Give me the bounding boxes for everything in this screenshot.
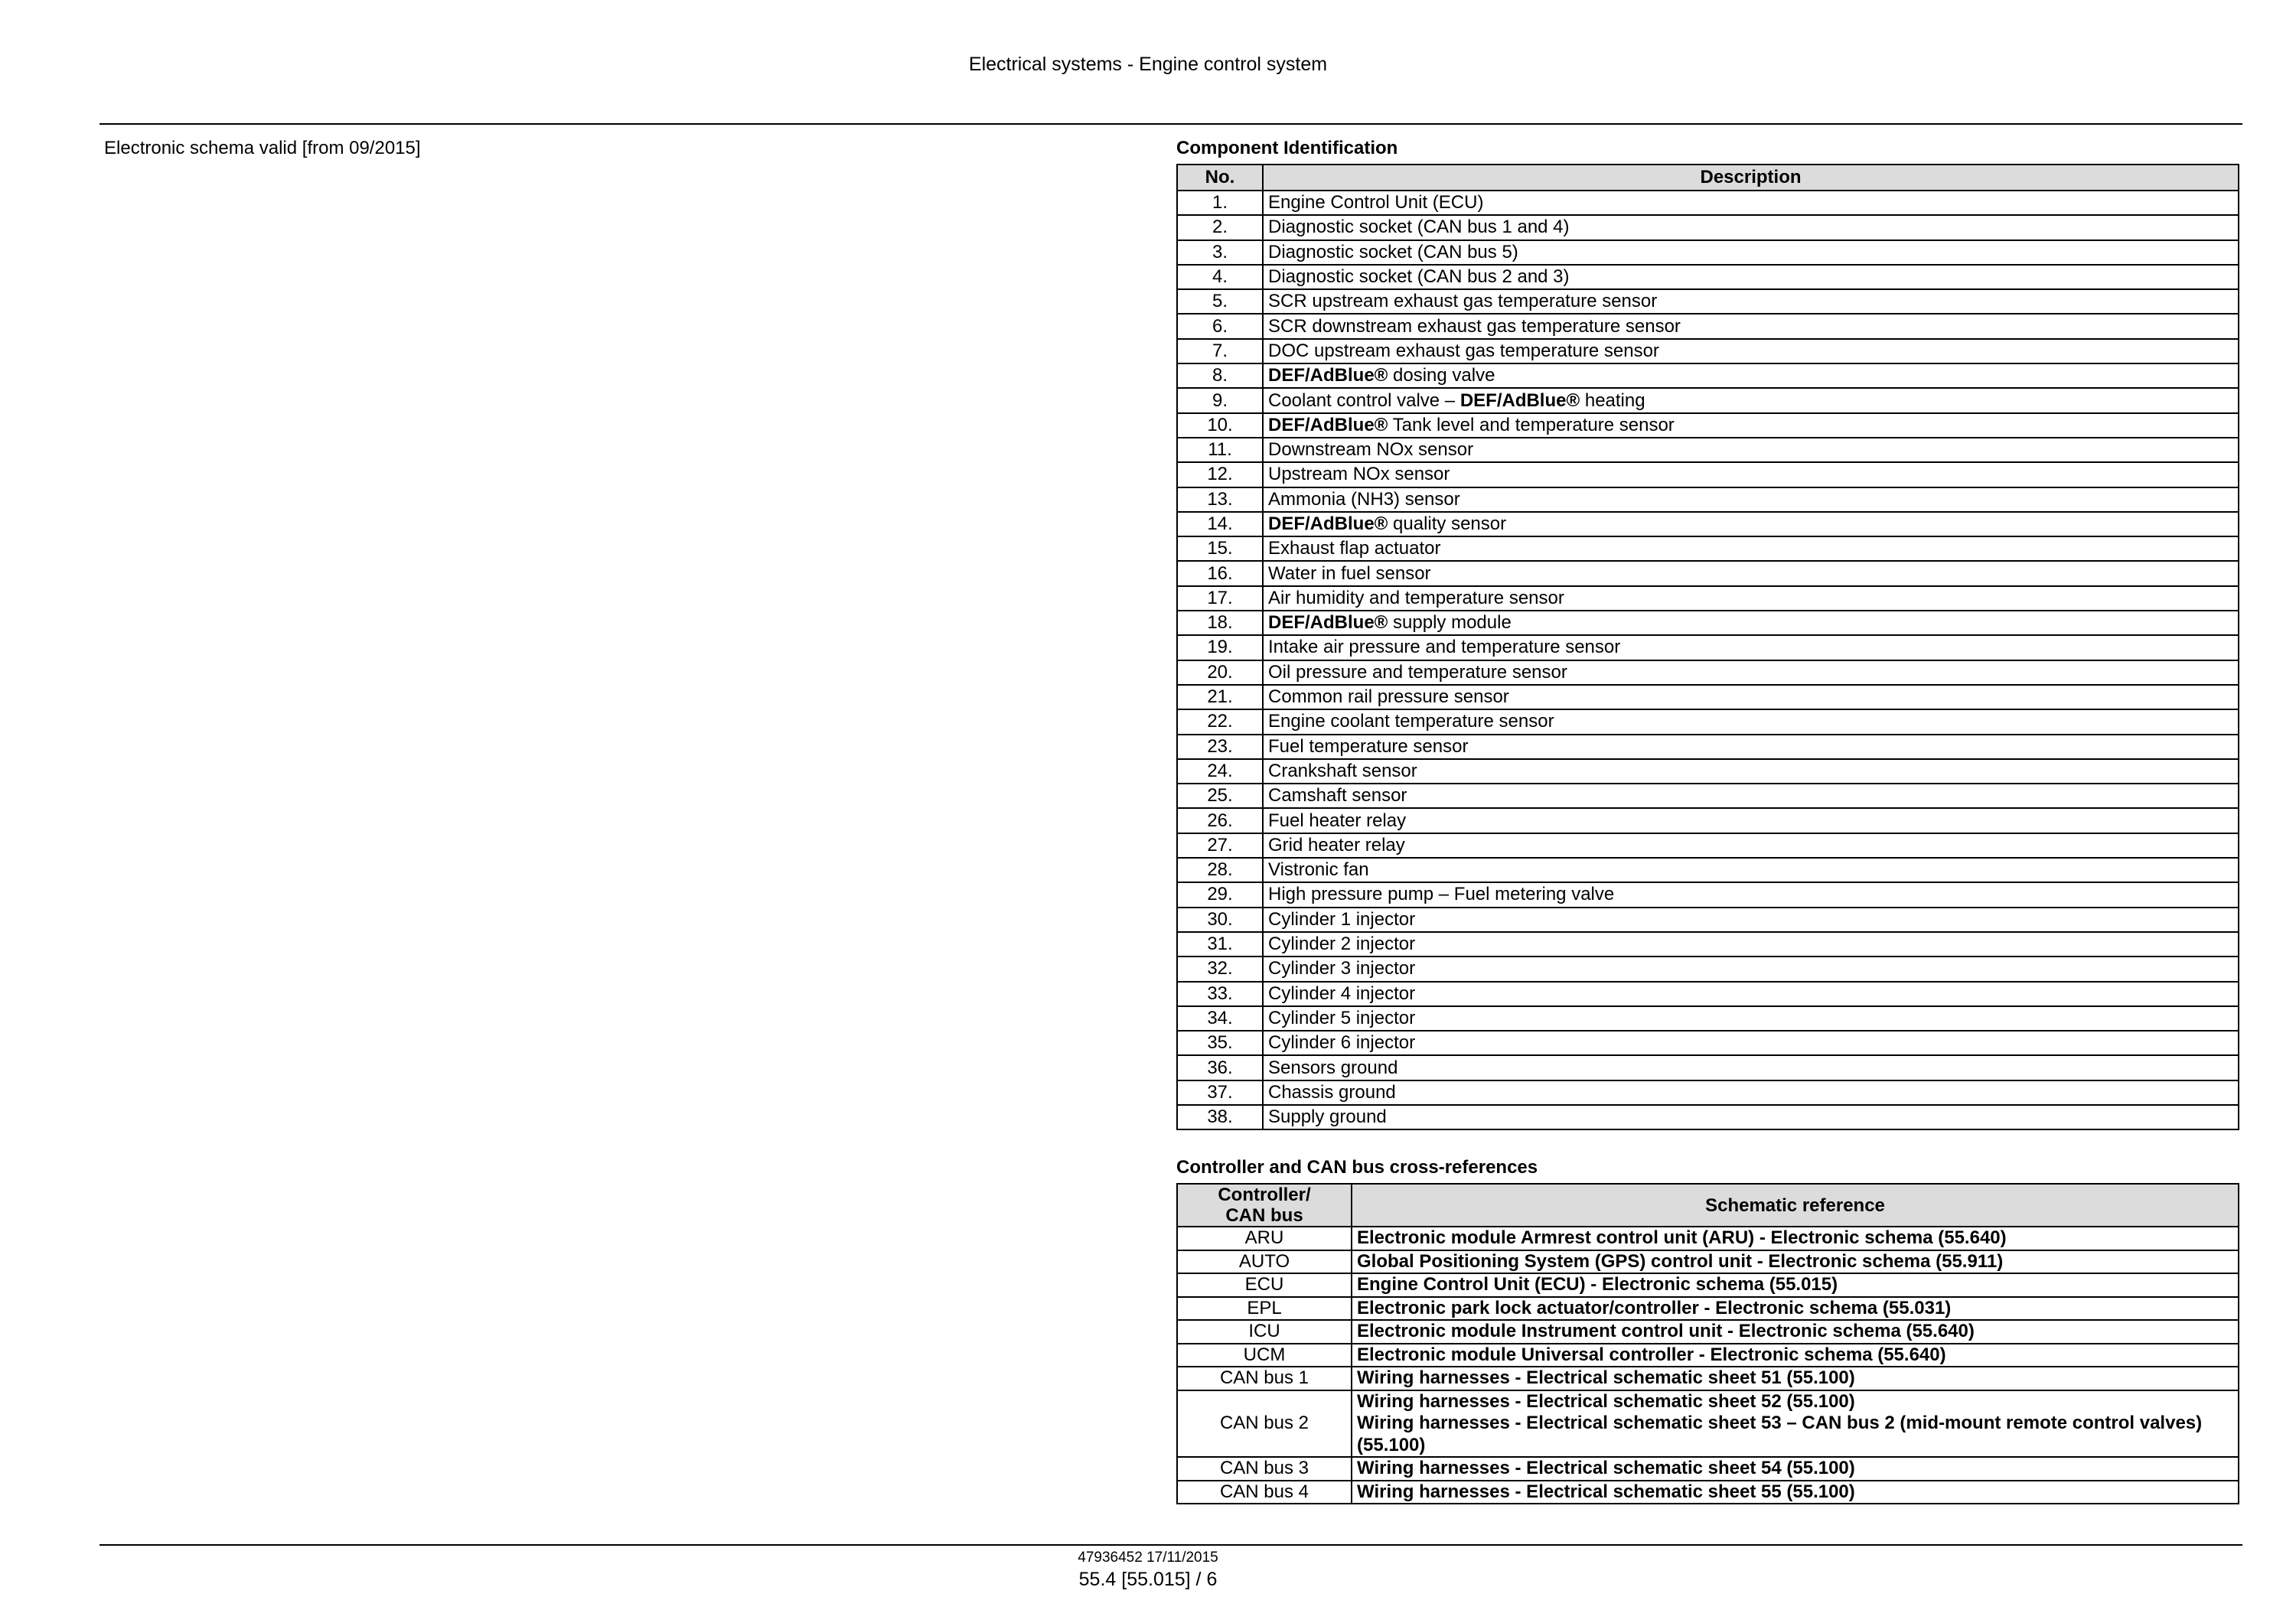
table-row	[1177, 265, 2239, 289]
table-row	[1177, 536, 2239, 561]
component-number: 28.	[1177, 858, 1263, 882]
column-header-description: Description	[1263, 165, 2239, 191]
table-row	[1177, 932, 2239, 957]
table-row	[1177, 289, 2239, 314]
component-number: 31.	[1177, 932, 1263, 957]
component-number: 7.	[1177, 339, 1263, 363]
component-description-bold-segment: DEF/AdBlue®	[1268, 414, 1388, 435]
column-header-schematic-reference: Schematic reference	[1352, 1184, 2239, 1227]
table-row	[1177, 191, 2239, 215]
component-description	[1263, 586, 2239, 611]
component-description-segment: Fuel heater relay	[1268, 810, 1407, 831]
component-description-segment: Fuel temperature sensor	[1268, 735, 1469, 757]
component-number: 17.	[1177, 586, 1263, 611]
component-description-segment: Water in fuel sensor	[1268, 562, 1431, 584]
component-description	[1263, 215, 2239, 240]
component-description-segment: High pressure pump – Fuel metering valve	[1268, 884, 1615, 905]
component-number: 23.	[1177, 735, 1263, 759]
component-number: 30.	[1177, 908, 1263, 932]
component-description-segment: Engine Control Unit (ECU)	[1268, 192, 1484, 213]
component-number: 15.	[1177, 536, 1263, 561]
schematic-reference-line: Wiring harnesses - Electrical schematic sheet 54 (55.100)	[1357, 1458, 1855, 1478]
table-row	[1177, 1227, 2239, 1250]
component-description	[1263, 512, 2239, 536]
table-row	[1177, 1105, 2239, 1129]
table-row	[1177, 240, 2239, 265]
controller-name: CAN bus 4	[1177, 1481, 1352, 1504]
column-header-controller-line2: CAN bus	[1225, 1205, 1303, 1226]
component-description	[1263, 759, 2239, 784]
component-description-segment: Engine coolant temperature sensor	[1268, 711, 1554, 732]
controller-name: EPL	[1177, 1297, 1352, 1321]
table-row	[1177, 363, 2239, 388]
table-row	[1177, 759, 2239, 784]
component-description-segment: Cylinder 6 injector	[1268, 1032, 1416, 1054]
component-description-segment: Chassis ground	[1268, 1081, 1396, 1103]
component-description	[1263, 1080, 2239, 1105]
table-row	[1177, 413, 2239, 438]
component-description-segment: Camshaft sensor	[1268, 785, 1407, 807]
component-number: 36.	[1177, 1055, 1263, 1080]
component-description	[1263, 808, 2239, 833]
component-description	[1263, 265, 2239, 289]
component-description-segment: Oil pressure and temperature sensor	[1268, 661, 1567, 683]
component-description	[1263, 314, 2239, 338]
component-description	[1263, 363, 2239, 388]
component-number: 2.	[1177, 215, 1263, 240]
component-identification-table	[1176, 164, 2239, 1130]
component-description-segment: Diagnostic socket (CAN bus 1 and 4)	[1268, 217, 1570, 238]
component-description-segment: quality sensor	[1388, 513, 1507, 534]
component-description-segment: Upstream NOx sensor	[1268, 464, 1450, 485]
table-row	[1177, 1297, 2239, 1321]
component-number: 26.	[1177, 808, 1263, 833]
component-description	[1263, 487, 2239, 512]
table-row	[1177, 586, 2239, 611]
table-row	[1177, 1273, 2239, 1297]
component-description-segment: supply module	[1388, 612, 1512, 634]
schematic-reference-line: Electronic module Universal controller - Electronic schema (55.640)	[1357, 1344, 1946, 1365]
component-description	[1263, 413, 2239, 438]
component-description	[1263, 735, 2239, 759]
controller-name: CAN bus 1	[1177, 1367, 1352, 1390]
component-number: 29.	[1177, 882, 1263, 907]
table-row	[1177, 1367, 2239, 1390]
table-row	[1177, 808, 2239, 833]
schematic-reference-line: Wiring harnesses - Electrical schematic sheet 52 (55.100)	[1357, 1390, 1855, 1412]
component-description	[1263, 536, 2239, 561]
table-row	[1177, 438, 2239, 462]
table-row	[1177, 1006, 2239, 1031]
table-row	[1177, 1481, 2239, 1504]
crossref-table	[1176, 1183, 2239, 1504]
component-description	[1263, 1031, 2239, 1055]
component-description-segment: DOC upstream exhaust gas temperature sensor	[1268, 340, 1659, 361]
table-row	[1177, 1031, 2239, 1055]
table-row	[1177, 1055, 2239, 1080]
component-number: 24.	[1177, 759, 1263, 784]
component-number: 18.	[1177, 611, 1263, 635]
schematic-reference	[1352, 1457, 2239, 1481]
table-row	[1177, 957, 2239, 981]
component-description-bold-segment: DEF/AdBlue®	[1268, 612, 1388, 634]
component-number: 13.	[1177, 487, 1263, 512]
table-row	[1177, 982, 2239, 1006]
component-number: 32.	[1177, 957, 1263, 981]
component-description	[1263, 388, 2239, 412]
schematic-reference	[1352, 1273, 2239, 1297]
component-description-segment: Cylinder 5 injector	[1268, 1007, 1416, 1028]
component-number: 20.	[1177, 660, 1263, 685]
controller-name: CAN bus 3	[1177, 1457, 1352, 1481]
schematic-reference-line: Electronic module Armrest control unit (ARU) - Electronic schema (55.640)	[1357, 1227, 2007, 1248]
component-description	[1263, 833, 2239, 858]
component-description-bold-segment: DEF/AdBlue®	[1459, 389, 1580, 411]
component-number: 38.	[1177, 1105, 1263, 1129]
footer-divider	[99, 1544, 2242, 1546]
component-description	[1263, 339, 2239, 363]
component-number: 21.	[1177, 685, 1263, 709]
schematic-reference	[1352, 1481, 2239, 1504]
schematic-reference-line: Wiring harnesses - Electrical schematic sheet 51 (55.100)	[1357, 1367, 1855, 1388]
table-row	[1177, 1250, 2239, 1274]
component-description-segment: Downstream NOx sensor	[1268, 439, 1474, 461]
table-row	[1177, 685, 2239, 709]
component-description	[1263, 908, 2239, 932]
table-row	[1177, 1080, 2239, 1105]
component-description-segment: Tank level and temperature sensor	[1388, 414, 1675, 435]
table-row	[1177, 487, 2239, 512]
component-description-segment: Air humidity and temperature sensor	[1268, 587, 1564, 608]
component-description-segment: SCR upstream exhaust gas temperature sensor	[1268, 291, 1658, 312]
component-description-segment: Diagnostic socket (CAN bus 2 and 3)	[1268, 266, 1570, 288]
component-number: 19.	[1177, 635, 1263, 660]
table-row	[1177, 512, 2239, 536]
schematic-reference	[1352, 1320, 2239, 1344]
table-row	[1177, 314, 2239, 338]
component-number: 37.	[1177, 1080, 1263, 1105]
component-description-segment: Ammonia (NH3) sensor	[1268, 488, 1460, 510]
table-row	[1177, 388, 2239, 412]
component-description	[1263, 240, 2239, 265]
component-description-segment: dosing valve	[1388, 365, 1495, 386]
schematic-reference	[1352, 1250, 2239, 1274]
schematic-reference-line: Electronic module Instrument control unit - Electronic schema (55.640)	[1357, 1321, 1975, 1341]
component-description	[1263, 932, 2239, 957]
schematic-reference-line: Global Positioning System (GPS) control unit - Electronic schema (55.911)	[1357, 1250, 2004, 1272]
component-description-segment: SCR downstream exhaust gas temperature sensor	[1268, 315, 1681, 337]
component-description	[1263, 635, 2239, 660]
component-number: 14.	[1177, 512, 1263, 536]
schema-validity-note: Electronic schema valid [from 09/2015]	[104, 138, 421, 158]
component-number: 6.	[1177, 314, 1263, 338]
table-row	[1177, 1344, 2239, 1367]
controller-name: CAN bus 2	[1177, 1390, 1352, 1458]
table-row	[1177, 735, 2239, 759]
table-row	[1177, 1457, 2239, 1481]
component-description	[1263, 685, 2239, 709]
component-description	[1263, 784, 2239, 808]
table-row	[1177, 882, 2239, 907]
component-number: 11.	[1177, 438, 1263, 462]
table-row	[1177, 858, 2239, 882]
component-description	[1263, 611, 2239, 635]
table-row	[1177, 908, 2239, 932]
column-header-controller-line1: Controller/	[1218, 1185, 1311, 1205]
header-divider	[99, 123, 2242, 125]
controller-name: ARU	[1177, 1227, 1352, 1250]
component-description	[1263, 1055, 2239, 1080]
component-description	[1263, 1006, 2239, 1031]
component-description	[1263, 438, 2239, 462]
component-description-segment: Crankshaft sensor	[1268, 760, 1417, 781]
schematic-reference-line: Wiring harnesses - Electrical schematic sheet 55 (55.100)	[1357, 1481, 1855, 1502]
component-description-segment: heating	[1580, 389, 1645, 411]
component-number: 16.	[1177, 561, 1263, 585]
component-number: 3.	[1177, 240, 1263, 265]
page-header-title: Electrical systems - Engine control system	[968, 54, 1328, 75]
component-description	[1263, 289, 2239, 314]
table-row	[1177, 1390, 2239, 1458]
component-number: 12.	[1177, 462, 1263, 487]
table-row	[1177, 215, 2239, 240]
component-number: 10.	[1177, 413, 1263, 438]
component-description	[1263, 882, 2239, 907]
schematic-reference-line: Electronic park lock actuator/controller - Electronic schema (55.031)	[1357, 1297, 1952, 1318]
component-number: 33.	[1177, 982, 1263, 1006]
schematic-reference	[1352, 1227, 2239, 1250]
schematic-reference	[1352, 1390, 2239, 1458]
component-description-segment: Intake air pressure and temperature sensor	[1268, 637, 1621, 658]
crossref-title: Controller and CAN bus cross-references	[1176, 1157, 1538, 1178]
table-row	[1177, 709, 2239, 734]
component-description-segment: Cylinder 2 injector	[1268, 934, 1416, 955]
component-description	[1263, 709, 2239, 734]
schematic-reference	[1352, 1367, 2239, 1390]
component-number: 8.	[1177, 363, 1263, 388]
component-description-segment: Supply ground	[1268, 1106, 1387, 1128]
table-row	[1177, 339, 2239, 363]
controller-name: ECU	[1177, 1273, 1352, 1297]
component-description-segment: Exhaust flap actuator	[1268, 538, 1441, 559]
schematic-reference-line: Engine Control Unit (ECU) - Electronic schema (55.015)	[1357, 1274, 1838, 1295]
component-description-segment: Common rail pressure sensor	[1268, 686, 1509, 708]
component-number: 9.	[1177, 388, 1263, 412]
table-row	[1177, 611, 2239, 635]
schematic-reference-line: Wiring harnesses - Electrical schematic sheet 53 – CAN bus 2 (mid-mount remote control valves) (55.100)	[1357, 1413, 2203, 1455]
component-description-segment: Vistronic fan	[1268, 859, 1369, 881]
component-number: 5.	[1177, 289, 1263, 314]
footer-document-number: 47936452 17/11/2015	[1078, 1550, 1218, 1566]
table-row	[1177, 784, 2239, 808]
component-description-segment: Diagnostic socket (CAN bus 5)	[1268, 241, 1518, 262]
component-number: 27.	[1177, 833, 1263, 858]
schematic-reference	[1352, 1344, 2239, 1367]
table-row	[1177, 561, 2239, 585]
table-row	[1177, 833, 2239, 858]
component-description	[1263, 660, 2239, 685]
component-description-segment: Cylinder 4 injector	[1268, 983, 1416, 1004]
component-description-bold-segment: DEF/AdBlue®	[1268, 365, 1388, 386]
controller-name: UCM	[1177, 1344, 1352, 1367]
table-row	[1177, 1320, 2239, 1344]
column-header-controller	[1177, 1184, 1352, 1227]
controller-name: AUTO	[1177, 1250, 1352, 1274]
table-row	[1177, 660, 2239, 685]
component-description	[1263, 462, 2239, 487]
component-identification-title: Component Identification	[1176, 138, 1398, 158]
component-number: 4.	[1177, 265, 1263, 289]
component-description-segment: Coolant control valve –	[1268, 389, 1460, 411]
component-description	[1263, 191, 2239, 215]
component-number: 22.	[1177, 709, 1263, 734]
component-description-segment: Cylinder 3 injector	[1268, 958, 1416, 979]
component-number: 35.	[1177, 1031, 1263, 1055]
table-row	[1177, 635, 2239, 660]
component-description	[1263, 858, 2239, 882]
component-description-bold-segment: DEF/AdBlue®	[1268, 513, 1388, 534]
column-header-no: No.	[1177, 165, 1263, 191]
component-description-segment: Sensors ground	[1268, 1057, 1398, 1078]
component-number: 25.	[1177, 784, 1263, 808]
schematic-reference	[1352, 1297, 2239, 1321]
component-number: 1.	[1177, 191, 1263, 215]
component-description	[1263, 957, 2239, 981]
component-description	[1263, 1105, 2239, 1129]
controller-name: ICU	[1177, 1320, 1352, 1344]
component-description-segment: Cylinder 1 injector	[1268, 908, 1416, 930]
footer-page-reference: 55.4 [55.015] / 6	[1078, 1569, 1218, 1590]
component-description	[1263, 982, 2239, 1006]
component-number: 34.	[1177, 1006, 1263, 1031]
table-row	[1177, 462, 2239, 487]
component-description	[1263, 561, 2239, 585]
component-description-segment: Grid heater relay	[1268, 834, 1405, 855]
